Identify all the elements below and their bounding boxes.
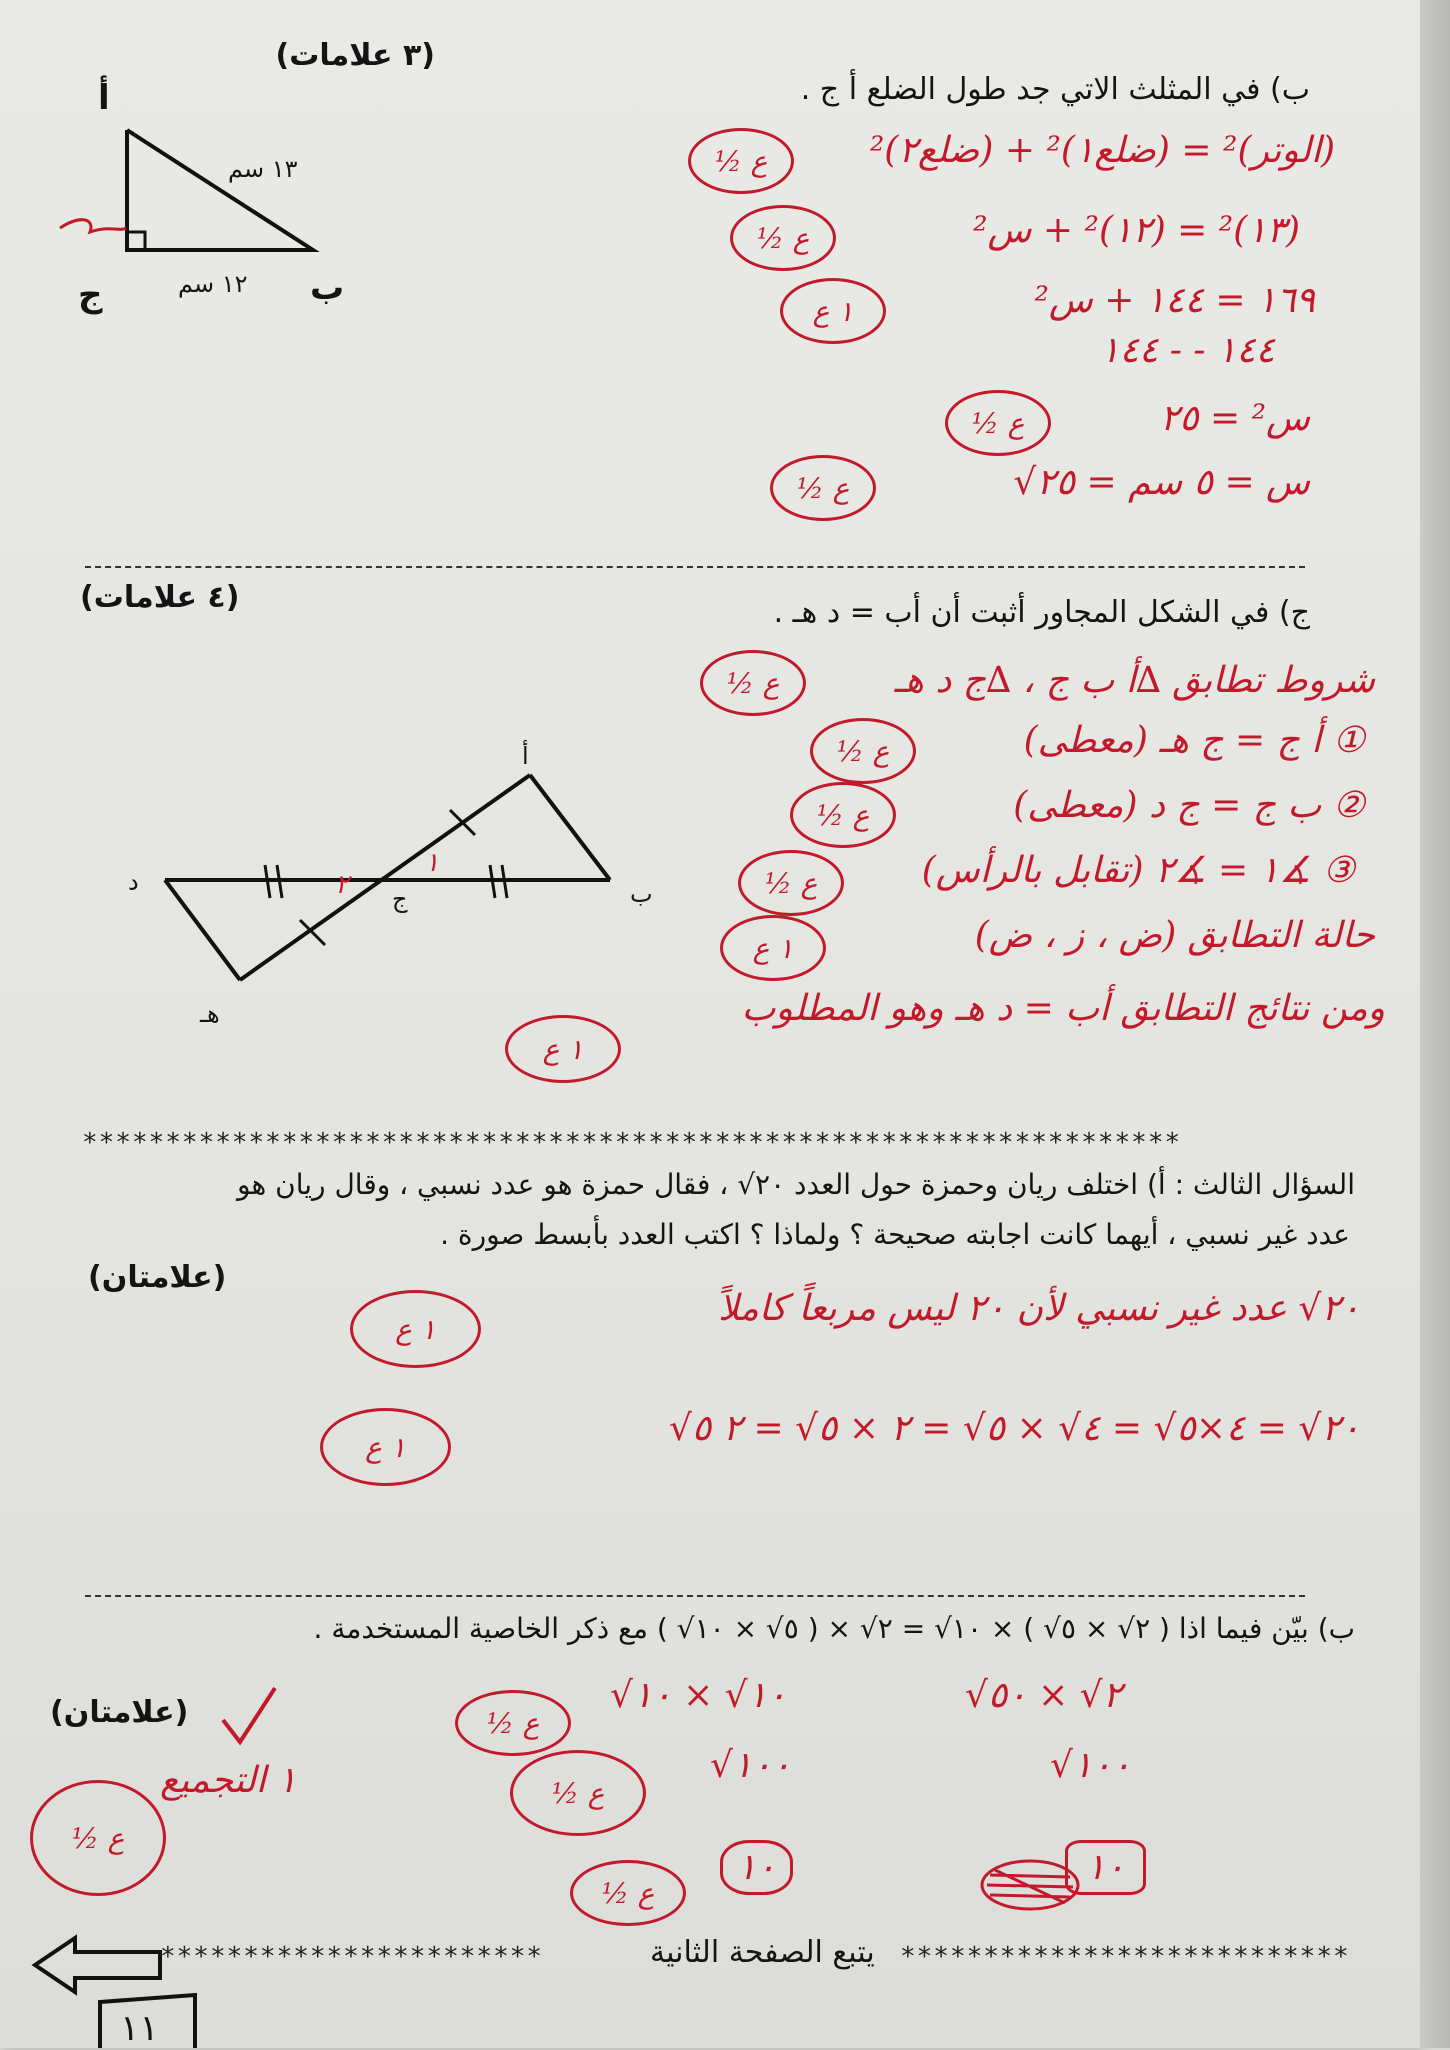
q2b-work-line-3: ١٦٩ = ١٤٤ + س² xyxy=(1034,280,1315,321)
q2b-marks: (٣ علامات) xyxy=(275,38,435,73)
side-bc-label: ١٢ سم xyxy=(178,270,248,298)
q2c-score-2: ½ ع xyxy=(810,718,916,784)
q2c-work-line-2: ① أ ج = ج هـ (معطى) xyxy=(1023,720,1365,761)
q3b-right-work-2: ١٠٠√ xyxy=(1050,1745,1131,1786)
scribbled-out-score xyxy=(975,1855,1085,1915)
q2b-work-line-5: س² = ٢٥ xyxy=(1159,398,1310,439)
q2c-work-line-5: حالة التطابق (ض ، ز ، ض) xyxy=(974,915,1375,956)
q2b-score-2: ½ ع xyxy=(730,205,836,271)
q2b-work-line-1: (الوتر)² = (ضلع١)² + (ضلع٢)² xyxy=(869,130,1335,171)
q2c-work-line-1: شروط تطابق ∆أ ب ج ، ∆ج د هـ xyxy=(894,660,1375,701)
q3b-right-work-1: ٢√ × ٥٠√ xyxy=(965,1675,1122,1716)
section-divider-2 xyxy=(85,1595,1305,1597)
q2c-marks: (٤ علامات) xyxy=(80,580,240,615)
q3b-left-work-3: ١٠ xyxy=(720,1840,793,1895)
q2b-work-line-6: س = ٥ سم = ٢٥√ xyxy=(1013,462,1310,503)
angle-2-label: ٢ xyxy=(335,870,349,900)
q2b-prompt: ب) في المثلث الاتي جد طول الضلع أ ج . xyxy=(800,72,1310,107)
point-h-label: هـ xyxy=(200,1000,220,1028)
teacher-check-mark xyxy=(215,1680,285,1750)
page-number: ١١ xyxy=(120,2008,159,2049)
q2c-work-line-6: ومن نتائج التطابق أب = د هـ وهو المطلوب xyxy=(741,988,1385,1029)
crossed-triangles-figure xyxy=(130,740,690,1000)
right-triangle-figure xyxy=(40,80,420,380)
q3a-score-1: ١ ع xyxy=(350,1290,481,1368)
q3a-line-1: السؤال الثالث : أ) اختلف ريان وحمزة حول العدد ٢٠√ ، فقال حمزة هو عدد نسبي ، وقال ريان هو xyxy=(237,1168,1355,1201)
section-divider-1 xyxy=(85,566,1305,568)
footer-stars-left: *********************** xyxy=(160,1942,544,1972)
q3b-score-4: ½ ع xyxy=(570,1860,686,1926)
point-d-label: د xyxy=(128,868,139,896)
q2b-work-line-2: (١٣)² = (١٢)² + س² xyxy=(973,210,1300,251)
q3b-marks: (علامتان) xyxy=(50,1695,189,1730)
q2c-work-line-4: ③ ∡١ = ∡٢ (تقابل بالرأس) xyxy=(921,850,1355,891)
q2c-work-line-3: ② ب ج = ج د (معطى) xyxy=(1013,785,1365,826)
q2b-score-5: ½ ع xyxy=(770,455,876,521)
point-a-label: أ xyxy=(522,742,529,770)
vertex-c-label: ج xyxy=(78,275,103,315)
paper-edge xyxy=(1420,0,1450,2048)
q3b-left-work-1: ١٠√ × ١٠√ xyxy=(610,1675,787,1716)
q3b-score-1: ½ ع xyxy=(455,1690,571,1756)
q3b-right-work-3: ١٠ xyxy=(1065,1840,1146,1895)
side-ab-label: ١٣ سم xyxy=(228,155,298,183)
angle-1-label: ١ xyxy=(425,848,439,878)
q3b-prompt: ب) بيّن فيما اذا ( ٢√ × ٥√ ) × ١٠√ = ٢√ × ( ٥√ × ١٠√ ) مع ذكر الخاصية المستخدمة . xyxy=(313,1612,1355,1645)
q3a-line-2: عدد غير نسبي ، أيهما كانت اجابته صحيحة ؟ ولماذا ؟ اكتب العدد بأبسط صورة . xyxy=(440,1218,1350,1251)
q2b-score-3: ١ ع xyxy=(780,278,886,344)
q2b-score-4: ½ ع xyxy=(945,390,1051,456)
section-divider-stars: ****************************************************************** xyxy=(82,1128,1182,1158)
q2c-score-5: ١ ع xyxy=(720,915,826,981)
q3a-answer-2: ٢٠√ = ٤×٥√ = ٤√ × ٥√ = ٢ × ٥√ = ٢ ٥√ xyxy=(668,1408,1360,1449)
vertex-a-label: أ xyxy=(98,78,110,118)
q2b-work-line-4: ١٤٤ - - ١٤٤ xyxy=(1100,330,1275,371)
q3b-score-2: ½ ع xyxy=(510,1750,646,1836)
q2c-score-3: ½ ع xyxy=(790,782,896,848)
point-b-label: ب xyxy=(630,880,653,908)
point-c-label: ج xyxy=(392,885,408,913)
q2b-score-1: ½ ع xyxy=(688,128,794,194)
q2c-prompt: ج) في الشكل المجاور أثبت أن أب = د هـ . xyxy=(773,595,1310,630)
footer-stars-right: *************************** xyxy=(900,1942,1350,1972)
footer-next-page: يتبع الصفحة الثانية xyxy=(650,1935,875,1970)
q3a-marks: (علامتان) xyxy=(88,1260,227,1295)
q3b-left-work-2: ١٠٠√ xyxy=(710,1745,791,1786)
q3a-answer-1: ٢٠√ عدد غير نسبي لأن ٢٠ ليس مربعاً كاملاً xyxy=(718,1288,1360,1329)
q3b-score-3: ½ ع xyxy=(30,1780,166,1896)
q3a-score-2: ١ ع xyxy=(320,1408,451,1486)
q2c-score-4: ½ ع xyxy=(738,850,844,916)
q3b-property: ١ التجميع xyxy=(160,1760,297,1801)
vertex-b-label: ب xyxy=(310,268,345,308)
q2c-score-6: ١ ع xyxy=(505,1015,621,1083)
q2c-score-1: ½ ع xyxy=(700,650,806,716)
